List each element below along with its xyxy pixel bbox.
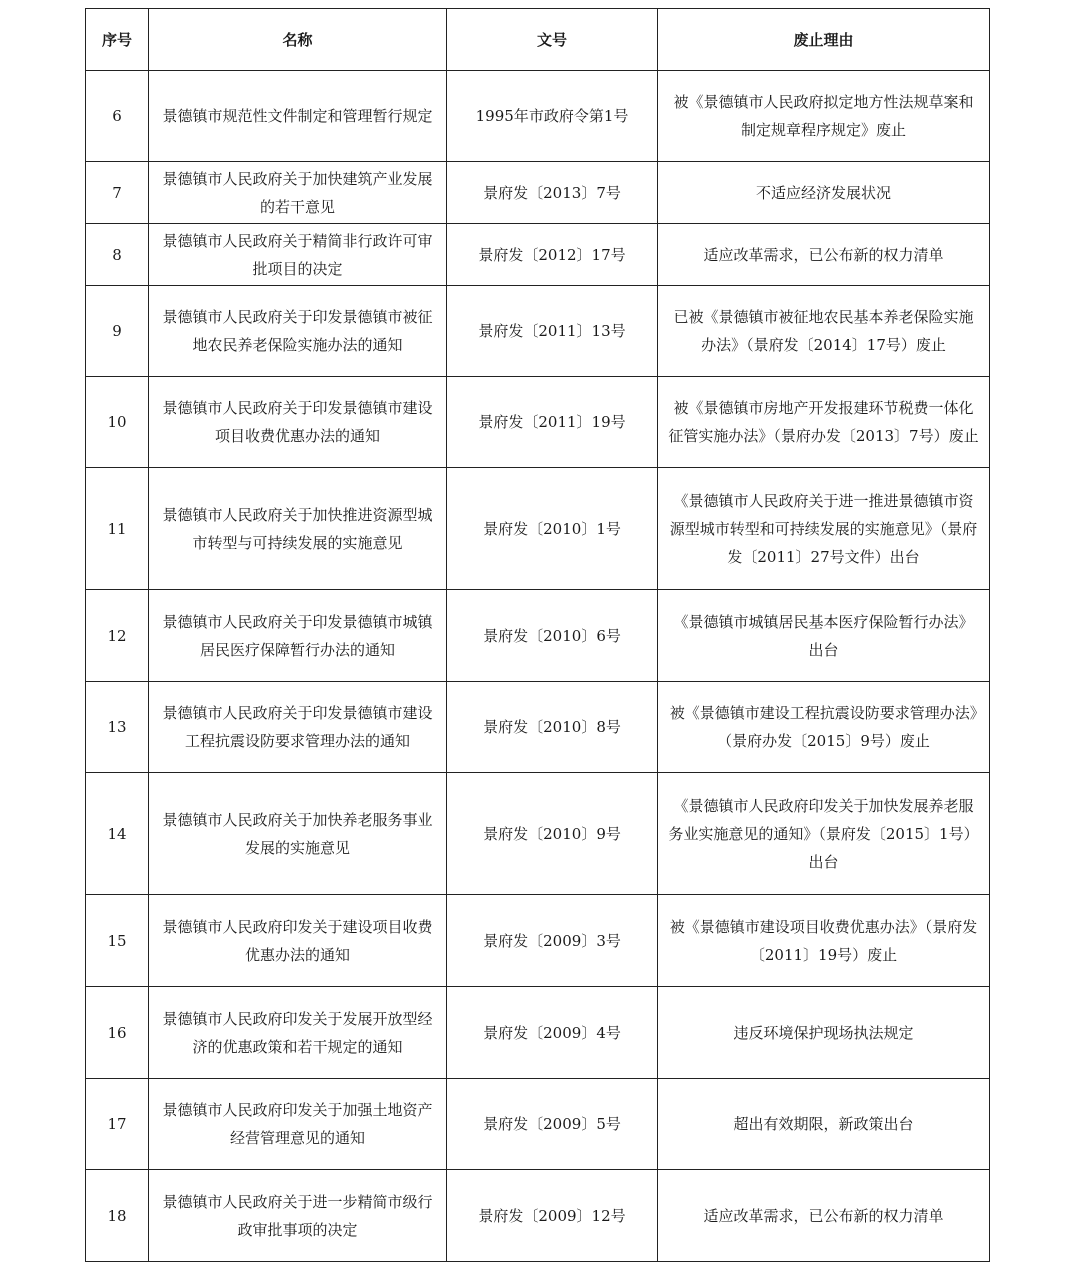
row-reason: 被《景德镇市建设工程抗震设防要求管理办法》（景府办发〔2015〕9号）废止 — [658, 682, 990, 773]
row-name: 景德镇市人民政府关于加快推进资源型城市转型与可持续发展的实施意见 — [149, 468, 447, 590]
table-row — [86, 224, 990, 286]
row-docno: 景府发〔2010〕1号 — [447, 468, 658, 590]
row-num: 18 — [86, 1170, 149, 1262]
row-num: 9 — [86, 286, 149, 377]
row-reason: 不适应经济发展状况 — [658, 162, 990, 224]
table-row — [86, 1170, 990, 1262]
row-name: 景德镇市人民政府关于印发景德镇市被征地农民养老保险实施办法的通知 — [149, 286, 447, 377]
row-docno: 景府发〔2010〕6号 — [447, 590, 658, 682]
row-reason: 违反环境保护现场执法规定 — [658, 987, 990, 1079]
row-name: 景德镇市人民政府印发关于发展开放型经济的优惠政策和若干规定的通知 — [149, 987, 447, 1079]
row-docno: 景府发〔2009〕12号 — [447, 1170, 658, 1262]
table-row — [86, 286, 990, 377]
table-header-row — [86, 9, 990, 71]
row-reason: 《景德镇市人民政府关于进一推进景德镇市资源型城市转型和可持续发展的实施意见》（景府发〔2011〕27号文件）出台 — [658, 468, 990, 590]
header-docno: 文号 — [447, 9, 658, 71]
row-name: 景德镇市人民政府关于印发景德镇市城镇居民医疗保障暂行办法的通知 — [149, 590, 447, 682]
row-docno: 景府发〔2013〕7号 — [447, 162, 658, 224]
row-name: 景德镇市人民政府印发关于加强土地资产经营管理意见的通知 — [149, 1079, 447, 1170]
row-reason: 被《景德镇市房地产开发报建环节税费一体化征管实施办法》（景府办发〔2013〕7号）废止 — [658, 377, 990, 468]
row-reason: 适应改革需求，已公布新的权力清单 — [658, 1170, 990, 1262]
table-row — [86, 377, 990, 468]
row-docno: 景府发〔2012〕17号 — [447, 224, 658, 286]
table-row — [86, 468, 990, 590]
row-name: 景德镇市人民政府关于加快养老服务事业发展的实施意见 — [149, 773, 447, 895]
table-row — [86, 71, 990, 162]
table-row — [86, 1079, 990, 1170]
row-docno: 景府发〔2011〕19号 — [447, 377, 658, 468]
row-reason: 被《景德镇市建设项目收费优惠办法》（景府发〔2011〕19号）废止 — [658, 895, 990, 987]
header-num: 序号 — [86, 9, 149, 71]
row-name: 景德镇市人民政府印发关于建设项目收费优惠办法的通知 — [149, 895, 447, 987]
table-row — [86, 590, 990, 682]
row-name: 景德镇市人民政府关于印发景德镇市建设工程抗震设防要求管理办法的通知 — [149, 682, 447, 773]
table-row — [86, 895, 990, 987]
row-num: 15 — [86, 895, 149, 987]
row-name: 景德镇市人民政府关于精简非行政许可审批项目的决定 — [149, 224, 447, 286]
row-docno: 景府发〔2010〕9号 — [447, 773, 658, 895]
row-name: 景德镇市人民政府关于加快建筑产业发展的若干意见 — [149, 162, 447, 224]
table-row — [86, 682, 990, 773]
repealed-documents-table — [85, 8, 990, 1262]
row-name: 景德镇市人民政府关于印发景德镇市建设项目收费优惠办法的通知 — [149, 377, 447, 468]
table-row — [86, 773, 990, 895]
table-row — [86, 987, 990, 1079]
row-num: 8 — [86, 224, 149, 286]
row-reason: 被《景德镇市人民政府拟定地方性法规草案和制定规章程序规定》废止 — [658, 71, 990, 162]
row-num: 10 — [86, 377, 149, 468]
row-num: 13 — [86, 682, 149, 773]
row-docno: 景府发〔2009〕4号 — [447, 987, 658, 1079]
row-reason: 超出有效期限，新政策出台 — [658, 1079, 990, 1170]
row-num: 6 — [86, 71, 149, 162]
row-docno: 景府发〔2009〕5号 — [447, 1079, 658, 1170]
row-docno: 1995年市政府令第1号 — [447, 71, 658, 162]
row-docno: 景府发〔2010〕8号 — [447, 682, 658, 773]
row-num: 7 — [86, 162, 149, 224]
row-docno: 景府发〔2009〕3号 — [447, 895, 658, 987]
row-num: 14 — [86, 773, 149, 895]
row-docno: 景府发〔2011〕13号 — [447, 286, 658, 377]
row-name: 景德镇市人民政府关于进一步精简市级行政审批事项的决定 — [149, 1170, 447, 1262]
row-num: 17 — [86, 1079, 149, 1170]
row-reason: 《景德镇市人民政府印发关于加快发展养老服务业实施意见的通知》（景府发〔2015〕1号）出台 — [658, 773, 990, 895]
row-reason: 适应改革需求，已公布新的权力清单 — [658, 224, 990, 286]
row-num: 16 — [86, 987, 149, 1079]
row-num: 12 — [86, 590, 149, 682]
header-reason: 废止理由 — [658, 9, 990, 71]
row-reason: 已被《景德镇市被征地农民基本养老保险实施办法》（景府发〔2014〕17号）废止 — [658, 286, 990, 377]
row-reason: 《景德镇市城镇居民基本医疗保险暂行办法》出台 — [658, 590, 990, 682]
header-name: 名称 — [149, 9, 447, 71]
row-num: 11 — [86, 468, 149, 590]
row-name: 景德镇市规范性文件制定和管理暂行规定 — [149, 71, 447, 162]
table-row — [86, 162, 990, 224]
